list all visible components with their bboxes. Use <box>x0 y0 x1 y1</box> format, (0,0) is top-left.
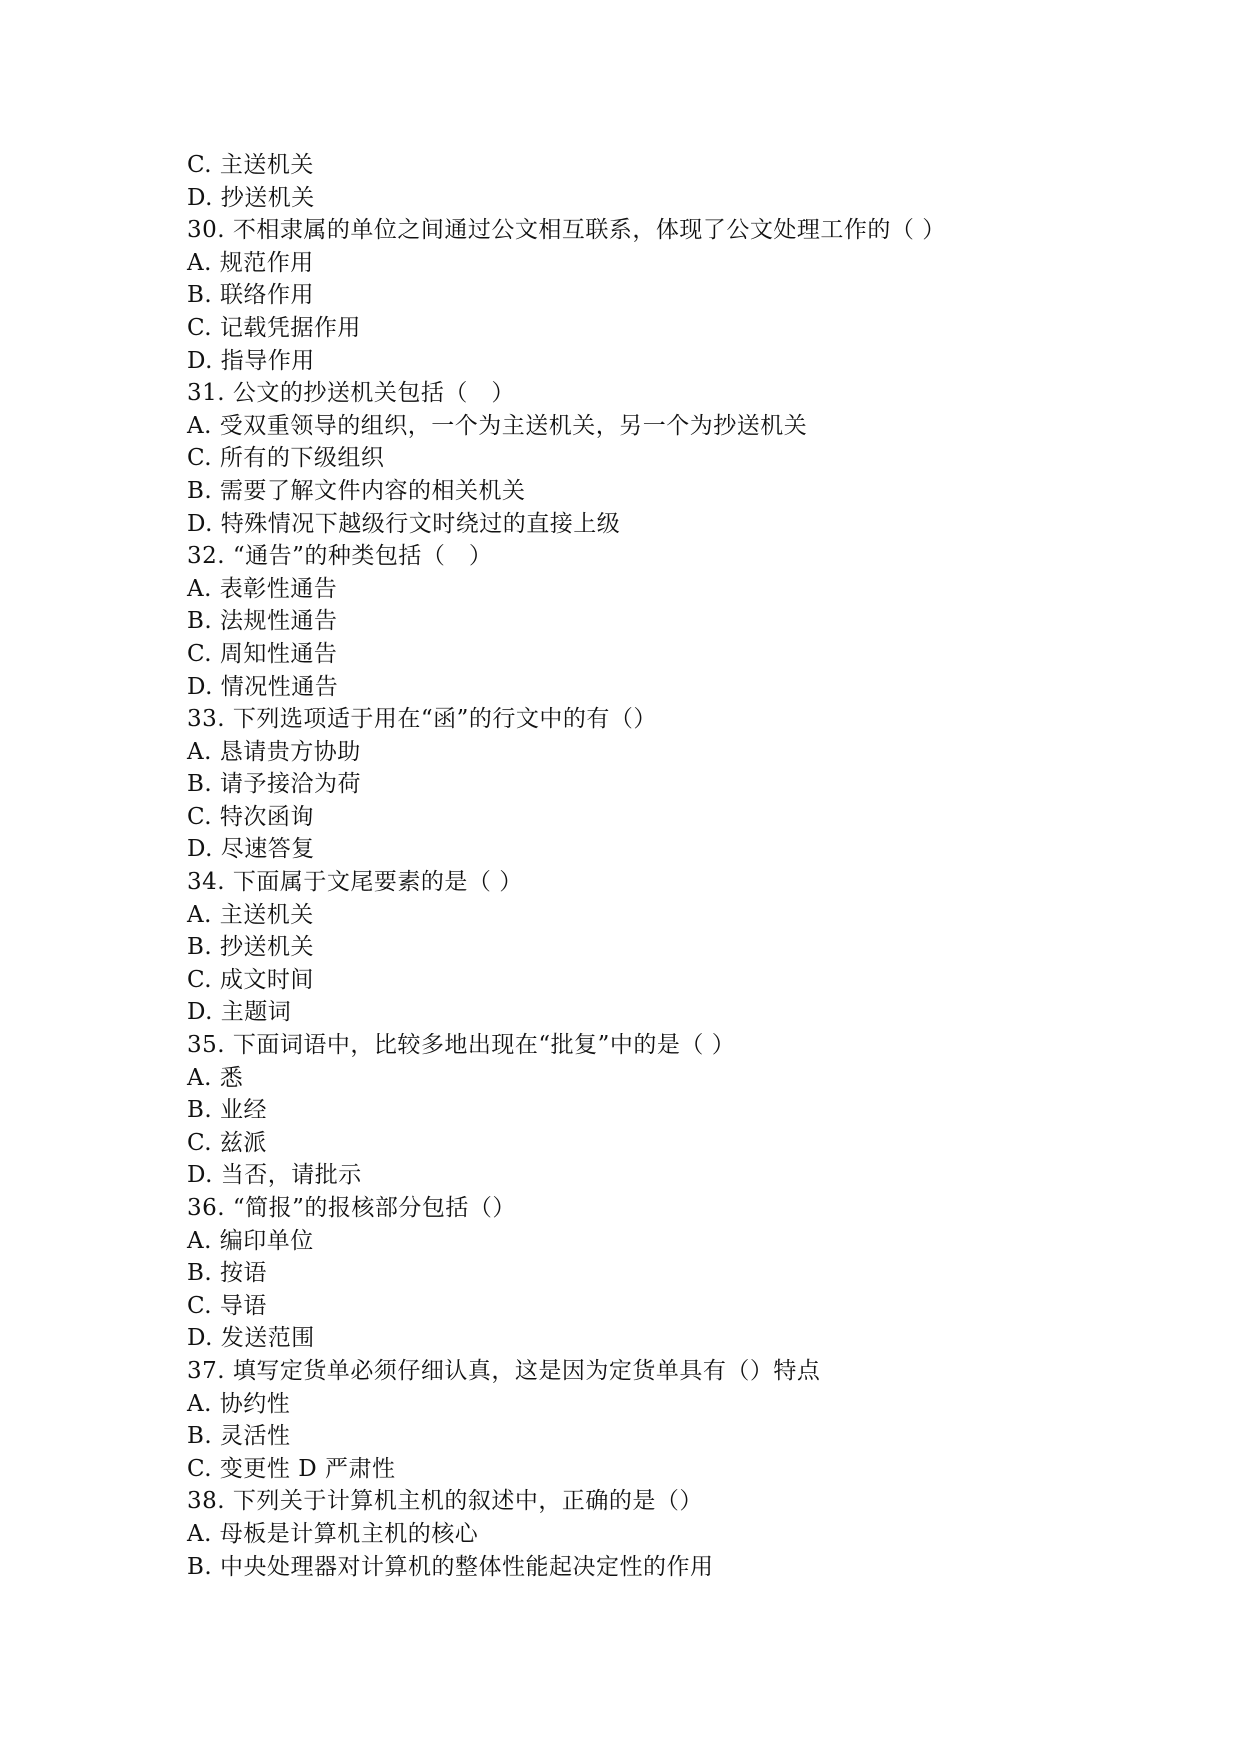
option-line: A. 恳请贵方协助 <box>187 738 361 765</box>
option-line: B. 需要了解文件内容的相关机关 <box>187 477 526 504</box>
option-line: D. 尽速答复 <box>187 836 315 863</box>
option-line: A. 受双重领导的组织，一个为主送机关，另一个为抄送机关 <box>187 412 808 439</box>
option-line: B. 请予接洽为荷 <box>187 771 362 798</box>
option-line: C. 导语 <box>187 1292 267 1319</box>
option-line: D. 发送范围 <box>187 1325 315 1352</box>
option-line: B. 灵活性 <box>187 1423 291 1450</box>
question-line: 34. 下面属于文尾要素的是（ ） <box>187 869 523 896</box>
question-line: 33. 下列选项适于用在“函”的行文中的有（） <box>187 706 657 733</box>
option-line: C. 特次函询 <box>187 803 314 830</box>
document-page <box>187 149 1167 1583</box>
option-line: B. 抄送机关 <box>187 934 315 961</box>
option-line: B. 按语 <box>187 1260 268 1287</box>
option-line: C. 兹派 <box>187 1129 267 1156</box>
question-line: 36. “简报”的报核部分包括（） <box>187 1195 516 1221</box>
option-line: B. 法规性通告 <box>187 608 338 635</box>
option-line: C. 成文时间 <box>187 966 314 993</box>
option-line: A. 编印单位 <box>187 1227 314 1254</box>
option-line: C. 记载凭据作用 <box>187 314 361 341</box>
option-line: D. 当否，请批示 <box>187 1162 362 1189</box>
option-line: A. 主送机关 <box>187 901 314 928</box>
option-line: C. 主送机关 <box>187 152 314 178</box>
question-line: 31. 公文的抄送机关包括（ ） <box>187 380 515 407</box>
question-line: 30. 不相隶属的单位之间通过公文相互联系，体现了公文处理工作的（ ） <box>187 217 946 244</box>
option-line: A. 母板是计算机主机的核心 <box>187 1520 479 1547</box>
question-line: 38. 下列关于计算机主机的叙述中，正确的是（） <box>187 1488 703 1515</box>
option-line: D. 抄送机关 <box>187 184 315 211</box>
option-line: D. 特殊情况下越级行文时绕过的直接上级 <box>187 510 621 537</box>
option-line: B. 业经 <box>187 1097 268 1124</box>
question-line: 32. “通告”的种类包括（ ） <box>187 543 493 570</box>
option-line: D. 主题词 <box>187 999 292 1026</box>
option-line: C. 所有的下级组织 <box>187 445 385 472</box>
option-line: A. 协约性 <box>187 1390 291 1417</box>
option-line: D. 情况性通告 <box>187 673 339 700</box>
option-line: C. 周知性通告 <box>187 640 338 667</box>
option-line: B. 联络作用 <box>187 282 315 309</box>
question-line: 35. 下面词语中，比较多地出现在“批复”中的是（ ） <box>187 1032 736 1059</box>
question-line: 37. 填写定货单必须仔细认真，这是因为定货单具有（）特点 <box>187 1357 821 1384</box>
option-line: A. 悉 <box>187 1064 244 1091</box>
option-line: A. 表彰性通告 <box>187 575 338 602</box>
option-line: D. 指导作用 <box>187 347 315 374</box>
option-line: B. 中央处理器对计算机的整体性能起决定性的作用 <box>187 1553 714 1580</box>
option-line: A. 规范作用 <box>187 249 314 276</box>
option-line: C. 变更性 D 严肃性 <box>187 1455 396 1482</box>
